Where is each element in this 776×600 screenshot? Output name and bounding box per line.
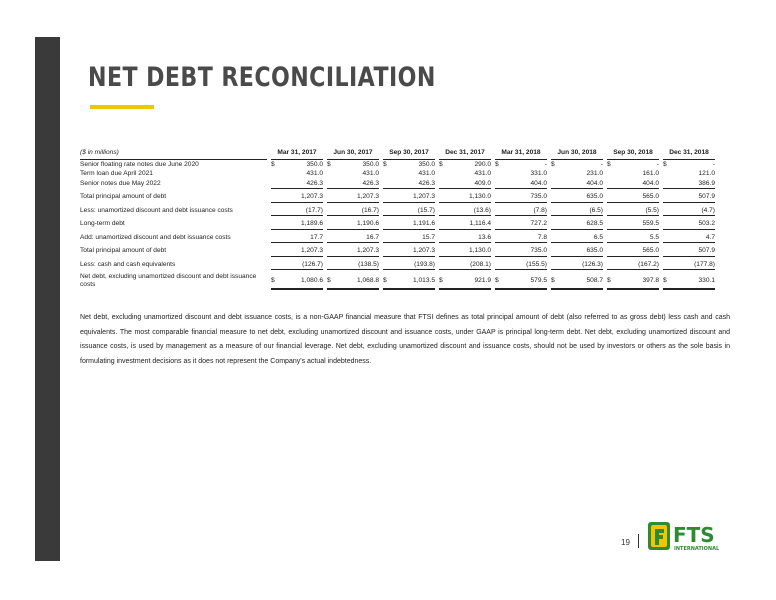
currency-symbol (271, 169, 278, 179)
currency-symbol: $ (551, 160, 555, 168)
currency-symbol (663, 202, 670, 216)
currency-symbol: $ (663, 270, 670, 289)
table-cell: 1,191.6 (390, 216, 435, 230)
title-underline (90, 105, 154, 109)
table-cell: 426.3 (334, 179, 379, 189)
currency-symbol: $ (607, 270, 614, 289)
table-cell: 350.0 (418, 160, 435, 168)
table-cell: 1,080.6 (278, 270, 323, 289)
column-header: Jun 30, 2017 (327, 148, 379, 159)
table-cell: - (712, 160, 715, 168)
table-cell: 426.3 (278, 179, 323, 189)
currency-symbol (271, 216, 278, 230)
table-cell: (6.5) (558, 202, 603, 216)
currency-symbol: $ (383, 160, 387, 168)
table-cell: 404.0 (614, 179, 659, 189)
table-cell: 350.0 (306, 160, 323, 168)
table-cell: 565.0 (614, 189, 659, 203)
table-row (80, 229, 715, 243)
currency-symbol (495, 256, 502, 270)
currency-symbol: $ (495, 160, 499, 168)
currency-symbol (439, 256, 446, 270)
table-cell: 6.5 (558, 229, 603, 243)
table-cell: 121.0 (698, 170, 715, 178)
table-cell: 409.0 (446, 179, 491, 189)
table-cell: 431.0 (474, 170, 491, 178)
currency-symbol (495, 229, 502, 243)
table-cell: (5.5) (614, 202, 659, 216)
table-cell: 1,013.5 (390, 270, 435, 289)
logo-subtext: INTERNATIONAL (674, 546, 720, 552)
table-cell: 1,207.3 (278, 189, 323, 203)
table-cell: 735.0 (502, 243, 547, 257)
currency-symbol (663, 179, 670, 189)
table-cell: 507.9 (670, 243, 715, 257)
column-header: Mar 31, 2017 (271, 148, 323, 159)
table-cell: 330.1 (670, 270, 715, 289)
row-label: Less: cash and cash equivalents (80, 260, 176, 268)
table-cell: (7.8) (502, 202, 547, 216)
table-cell: 921.9 (446, 270, 491, 289)
table-cell: 635.0 (558, 243, 603, 257)
row-label: Net debt, excluding unamortized discount and debt issuance costs (80, 272, 257, 288)
table-cell: 161.0 (642, 170, 659, 178)
table-cell: 635.0 (558, 189, 603, 203)
table-cell: 331.0 (530, 170, 547, 178)
table-cell: 1,130.0 (446, 189, 491, 203)
currency-symbol (327, 243, 334, 257)
table-row (80, 159, 715, 169)
table-cell: 431.0 (418, 170, 435, 178)
column-header: Jun 30, 2018 (551, 148, 603, 159)
currency-symbol (439, 169, 446, 179)
currency-symbol (551, 216, 558, 230)
currency-symbol: $ (271, 270, 278, 289)
logo-wordmark: FTS (673, 523, 715, 547)
table-cell: 1,207.3 (390, 243, 435, 257)
currency-symbol (271, 243, 278, 257)
row-label: Total principal amount of debt (80, 193, 167, 201)
currency-symbol: $ (327, 270, 334, 289)
currency-symbol (383, 229, 390, 243)
table-cell: 1,068.8 (334, 270, 379, 289)
table-cell: 1,207.3 (334, 243, 379, 257)
table-cell: 1,207.3 (278, 243, 323, 257)
table-cell: 507.9 (670, 189, 715, 203)
table-cell: 1,116.4 (446, 216, 491, 230)
column-header: Sep 30, 2017 (383, 148, 435, 159)
currency-symbol (495, 179, 502, 189)
currency-symbol: $ (607, 160, 611, 168)
currency-symbol (607, 189, 614, 203)
non-gaap-note: Net debt, excluding unamortized discount and debt issuance costs, is a non-GAAP financial measure that FTSI defines as total principal amount of debt (also referred to as gross debt) less cash and cash equivalents. The most comparable financial measure to net debt, excluding unamortized discount and issuance costs, under GAAP is principal long-term debt. Net debt, excluding unamortized discount and issuance costs, is used by management as a measure of our financial leverage. Net debt, excluding unamortized discount and issuance costs, should not be used by investors or others as the sole basis in formulating investment decisions as it does not represent the Company's actual indebtedness. (80, 314, 730, 365)
currency-symbol (551, 243, 558, 257)
page-title: NET DEBT RECONCILIATION (88, 62, 436, 93)
table-cell: 1,190.6 (334, 216, 379, 230)
table-cell: (4.7) (670, 202, 715, 216)
currency-symbol (271, 202, 278, 216)
table-header-row (80, 148, 715, 159)
currency-symbol (439, 189, 446, 203)
unit-label: ($ in millions) (80, 148, 267, 159)
table-cell: (138.5) (334, 256, 379, 270)
table-cell: 7.8 (502, 229, 547, 243)
table-cell: 231.0 (586, 170, 603, 178)
column-header: Dec 31, 2018 (663, 148, 715, 159)
currency-symbol (383, 179, 390, 189)
currency-symbol (607, 243, 614, 257)
table-cell: 503.2 (670, 216, 715, 230)
currency-symbol (551, 256, 558, 270)
row-label: Total principal amount of debt (80, 247, 167, 255)
row-label: Term loan due April 2021 (80, 170, 153, 178)
currency-symbol (439, 243, 446, 257)
table-cell: (155.5) (502, 256, 547, 270)
table-cell: - (600, 160, 603, 168)
table-cell: - (544, 160, 547, 168)
currency-symbol (271, 189, 278, 203)
table-cell: 1,207.3 (334, 189, 379, 203)
currency-symbol (383, 169, 390, 179)
currency-symbol (607, 216, 614, 230)
page-number-divider (638, 534, 639, 548)
table-cell: (126.7) (278, 256, 323, 270)
table-row (80, 179, 715, 189)
table-cell: 426.3 (390, 179, 435, 189)
table-cell: 397.8 (614, 270, 659, 289)
table-cell: 628.5 (558, 216, 603, 230)
table-cell: 290.0 (474, 160, 491, 168)
table-cell: (15.7) (390, 202, 435, 216)
currency-symbol (551, 189, 558, 203)
table-cell: 1,130.0 (446, 243, 491, 257)
row-label: Less: unamortized discount and debt issuance costs (80, 206, 233, 214)
currency-symbol (439, 229, 446, 243)
currency-symbol: $ (383, 270, 390, 289)
currency-symbol (663, 189, 670, 203)
table-row (80, 270, 715, 289)
table-cell: 5.5 (614, 229, 659, 243)
currency-symbol (327, 189, 334, 203)
currency-symbol: $ (439, 270, 446, 289)
currency-symbol (383, 202, 390, 216)
currency-symbol (551, 229, 558, 243)
currency-symbol (663, 216, 670, 230)
fts-international-logo (647, 521, 729, 553)
sidebar-bar (35, 37, 60, 561)
currency-symbol (607, 229, 614, 243)
currency-symbol: $ (495, 270, 502, 289)
table-cell: 1,189.6 (278, 216, 323, 230)
table-row (80, 169, 715, 179)
table-cell: (177.8) (670, 256, 715, 270)
row-label: Add: unamortized discount and debt issuance costs (80, 233, 231, 241)
currency-symbol (439, 202, 446, 216)
table-row (80, 256, 715, 270)
currency-symbol (327, 179, 334, 189)
currency-symbol (607, 169, 614, 179)
currency-symbol (439, 216, 446, 230)
table-cell: 1,207.3 (390, 189, 435, 203)
table-cell: - (656, 160, 659, 168)
table-row (80, 243, 715, 257)
currency-symbol (607, 202, 614, 216)
table-cell: (208.1) (446, 256, 491, 270)
table-cell: 386.9 (670, 179, 715, 189)
table-cell: 579.5 (502, 270, 547, 289)
table-row (80, 202, 715, 216)
currency-symbol (327, 229, 334, 243)
currency-symbol (607, 256, 614, 270)
table-cell: 350.0 (362, 160, 379, 168)
currency-symbol (495, 202, 502, 216)
currency-symbol (495, 189, 502, 203)
currency-symbol (327, 256, 334, 270)
table-cell: 508.7 (558, 270, 603, 289)
currency-symbol (271, 179, 278, 189)
currency-symbol (551, 169, 558, 179)
table-cell: (126.3) (558, 256, 603, 270)
currency-symbol (551, 179, 558, 189)
currency-symbol (327, 216, 334, 230)
currency-symbol (607, 179, 614, 189)
currency-symbol (663, 229, 670, 243)
currency-symbol (495, 169, 502, 179)
column-header: Dec 31, 2017 (439, 148, 491, 159)
currency-symbol (383, 216, 390, 230)
table-cell: 735.0 (502, 189, 547, 203)
table-cell: 404.0 (502, 179, 547, 189)
row-label: Long-term debt (80, 220, 125, 228)
table-cell: 431.0 (306, 170, 323, 178)
table-cell: 15.7 (390, 229, 435, 243)
currency-symbol (439, 179, 446, 189)
table-row (80, 216, 715, 230)
table-cell: 17.7 (278, 229, 323, 243)
table-cell: (13.6) (446, 202, 491, 216)
currency-symbol (271, 256, 278, 270)
currency-symbol (663, 243, 670, 257)
currency-symbol: $ (327, 160, 331, 168)
table-cell: 559.5 (614, 216, 659, 230)
currency-symbol: $ (663, 160, 667, 168)
currency-symbol (383, 256, 390, 270)
table-cell: (167.2) (614, 256, 659, 270)
table-cell: (17.7) (278, 202, 323, 216)
currency-symbol: $ (551, 270, 558, 289)
currency-symbol (327, 169, 334, 179)
table-cell: 565.0 (614, 243, 659, 257)
table-cell: 16.7 (334, 229, 379, 243)
row-label: Senior notes due May 2022 (80, 180, 161, 187)
currency-symbol (663, 256, 670, 270)
currency-symbol (495, 216, 502, 230)
currency-symbol (271, 229, 278, 243)
table-cell: 727.2 (502, 216, 547, 230)
table-cell: 404.0 (558, 179, 603, 189)
currency-symbol (551, 202, 558, 216)
table-row (80, 189, 715, 203)
table-cell: 431.0 (362, 170, 379, 178)
column-header: Sep 30, 2018 (607, 148, 659, 159)
currency-symbol (383, 189, 390, 203)
currency-symbol: $ (439, 160, 443, 168)
row-label: Senior floating rate notes due June 2020 (80, 160, 199, 168)
currency-symbol (495, 243, 502, 257)
table-cell: (16.7) (334, 202, 379, 216)
column-header: Mar 31, 2018 (495, 148, 547, 159)
currency-symbol (663, 169, 670, 179)
page-number: 19 (621, 538, 630, 547)
currency-symbol (383, 243, 390, 257)
table-cell: 4.7 (670, 229, 715, 243)
currency-symbol (327, 202, 334, 216)
currency-symbol: $ (271, 160, 275, 168)
table-cell: 13.6 (446, 229, 491, 243)
net-debt-table (80, 148, 715, 290)
table-cell: (193.8) (390, 256, 435, 270)
